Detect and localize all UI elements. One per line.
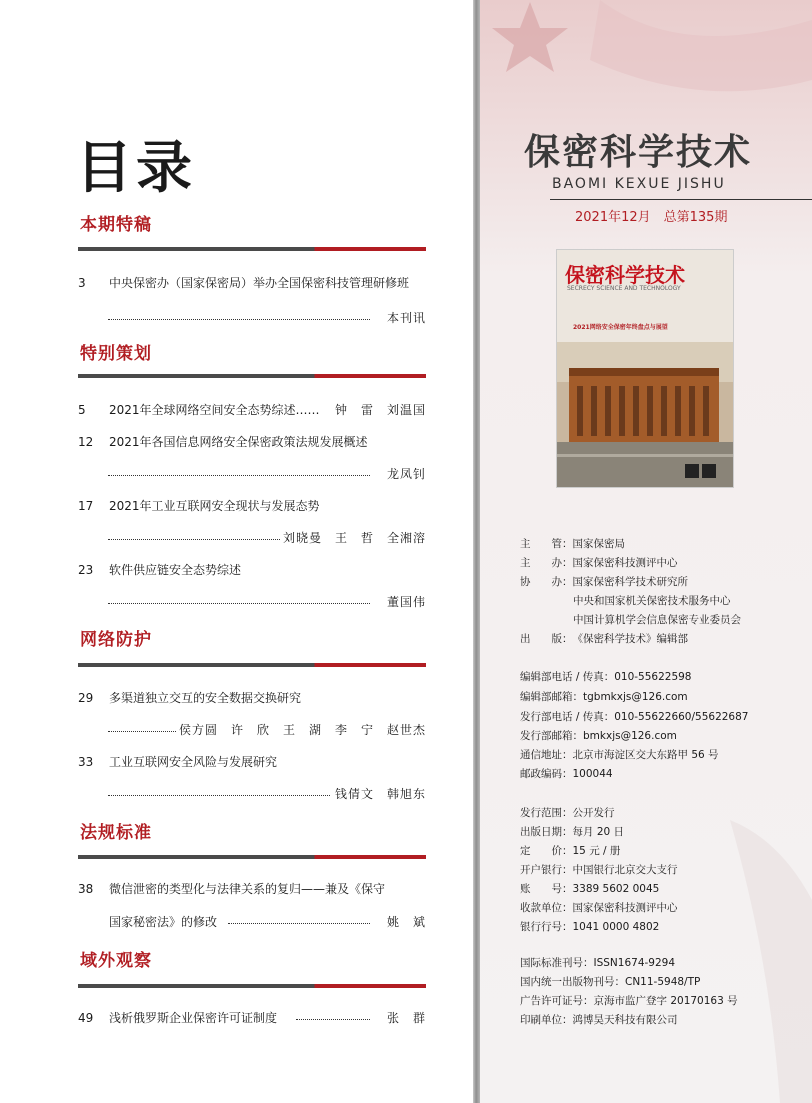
- toc-entry-leader: [78, 465, 426, 483]
- toc-entry-leader: [78, 721, 426, 739]
- info-row: 账 号：3389 5602 0045: [520, 883, 660, 895]
- section-rule: [78, 247, 426, 251]
- section-heading: 域外观察: [80, 951, 152, 971]
- toc-page-number: 12: [78, 435, 94, 449]
- info-row: 国内统一出版物刊号：CN11-5948/TP: [520, 976, 701, 988]
- building-photo: [557, 342, 734, 488]
- toc-page-number: 23: [78, 563, 94, 577]
- toc-entry-title: 中央保密办（国家保密局）举办全国保密科技管理研修班: [109, 276, 410, 290]
- toc-entry-title: 2021年全球网络空间安全态势综述……: [109, 403, 320, 417]
- toc-author: 姚 斌: [386, 915, 426, 929]
- section-heading: 特别策划: [80, 344, 152, 364]
- dot-leader: [108, 593, 370, 604]
- toc-entry-leader: [78, 593, 426, 611]
- toc-entry[interactable]: [78, 433, 426, 451]
- info-row: 出 版：《保密科学技术》编辑部: [520, 633, 688, 645]
- toc-entry[interactable]: [78, 401, 426, 419]
- info-row: 开户银行：中国银行北京交大支行: [520, 864, 678, 876]
- page-fold: [473, 0, 480, 1103]
- info-row: 编辑部电话 / 传真：010-55622598: [520, 671, 692, 683]
- toc-author: 刘晓曼 王 哲 全湘溶: [282, 531, 426, 545]
- toc-author: 董国伟: [386, 595, 426, 609]
- toc-entry[interactable]: [78, 689, 426, 707]
- toc-entry-title: 多渠道独立交互的安全数据交换研究: [109, 691, 302, 705]
- toc-entry-leader: [78, 913, 426, 931]
- toc-author: 龙凤钊: [386, 467, 426, 481]
- toc-author: 钟 雷 刘温国: [334, 403, 426, 417]
- toc-page-number: 3: [78, 276, 86, 290]
- info-row: 国际标准刊号：ISSN1674-9294: [520, 957, 676, 969]
- toc-author: 钱倩文 韩旭东: [334, 787, 426, 801]
- toc-author: 侯方圆 许 欣 王 湖 李 宁 赵世杰: [178, 723, 426, 737]
- toc-page-number: 5: [78, 403, 86, 417]
- section-rule: [78, 374, 426, 378]
- dot-leader: [108, 465, 370, 476]
- info-row: 出版日期：每月 20 日: [520, 826, 625, 838]
- cover-subtitle: SECRECY SCIENCE AND TECHNOLOGY: [567, 285, 681, 292]
- journal-pinyin: BAOMI KEXUE JISHU: [552, 176, 726, 192]
- info-row: 编辑部邮箱：tgbmkxjs@126.com: [520, 691, 688, 703]
- section-rule: [78, 984, 426, 988]
- toc-title: 目录: [76, 135, 196, 201]
- info-row: 发行部邮箱：bmkxjs@126.com: [520, 730, 677, 742]
- info-row: 银行行号：1041 0000 4802: [520, 921, 660, 933]
- cover-headline: 2021网络安全保密年终盘点与展望: [573, 324, 668, 331]
- journal-title: 保密科学技术: [524, 131, 753, 173]
- toc-author: 张 群: [386, 1011, 426, 1025]
- toc-entry[interactable]: [78, 880, 426, 898]
- info-row: 邮政编码：100044: [520, 768, 613, 780]
- issue-info: 2021年12月 总第135期: [575, 210, 728, 225]
- info-row: 中国计算机学会信息保密专业委员会: [573, 614, 741, 626]
- dot-leader: [108, 785, 330, 796]
- toc-page-number: 17: [78, 499, 94, 513]
- toc-page-number: 38: [78, 882, 94, 896]
- toc-entry-title-continued: 国家秘密法》的修改: [109, 915, 218, 929]
- toc-entry[interactable]: [78, 274, 426, 292]
- toc-author: 本刊讯: [386, 311, 426, 325]
- toc-page-number: 33: [78, 755, 94, 769]
- info-row: 发行范围：公开发行: [520, 807, 615, 819]
- toc-page-number: 49: [78, 1011, 94, 1025]
- toc-entry-title: 2021年工业互联网安全现状与发展态势: [109, 499, 320, 513]
- toc-entry-title: 软件供应链安全态势综述: [109, 563, 242, 577]
- info-row: 主 办：国家保密科技测评中心: [520, 557, 678, 569]
- toc-entry[interactable]: [78, 1009, 426, 1027]
- section-heading: 网络防护: [80, 630, 152, 650]
- info-row: 定 价：15 元 / 册: [520, 845, 621, 857]
- section-heading: 法规标准: [80, 823, 152, 843]
- cover-title: 保密科学技术: [565, 263, 685, 287]
- dot-leader: [108, 309, 370, 320]
- toc-entry-title: 工业互联网安全风险与发展研究: [109, 755, 278, 769]
- toc-entry-leader: [78, 309, 426, 327]
- info-row: 通信地址：北京市海淀区交大东路甲 56 号: [520, 749, 719, 761]
- info-row: 主 管：国家保密局: [520, 538, 625, 550]
- section-rule: [78, 855, 426, 859]
- toc-entry[interactable]: [78, 753, 426, 771]
- dot-leader: [228, 913, 370, 924]
- section-rule: [78, 663, 426, 667]
- info-row: 印刷单位：鸿博昊天科技有限公司: [520, 1014, 678, 1026]
- toc-entry-leader: [78, 785, 426, 803]
- dot-leader: [296, 1009, 370, 1020]
- section-heading: 本期特稿: [80, 215, 152, 235]
- toc-entry-title: 微信泄密的类型化与法律关系的复归——兼及《保守: [109, 882, 386, 896]
- masthead-page: [480, 0, 812, 1103]
- dot-leader: [108, 721, 186, 732]
- info-row: 发行部电话 / 传真：010-55622660/55622687: [520, 711, 749, 723]
- toc-entry-leader: [78, 529, 426, 547]
- toc-entry-title: 2021年各国信息网络安全保密政策法规发展概述: [109, 435, 368, 449]
- info-row: 中央和国家机关保密技术服务中心: [573, 595, 731, 607]
- info-row: 收款单位：国家保密科技测评中心: [520, 902, 678, 914]
- cover-thumbnail[interactable]: [556, 249, 734, 488]
- toc-entry-title: 浅析俄罗斯企业保密许可证制度: [109, 1011, 278, 1025]
- info-row: 协 办：国家保密科学技术研究所: [520, 576, 688, 588]
- info-row: 广告许可证号：京海市监广登字 20170163 号: [520, 995, 738, 1007]
- toc-page-number: 29: [78, 691, 94, 705]
- title-rule: [550, 199, 812, 200]
- toc-entry[interactable]: [78, 497, 426, 515]
- toc-entry[interactable]: [78, 561, 426, 579]
